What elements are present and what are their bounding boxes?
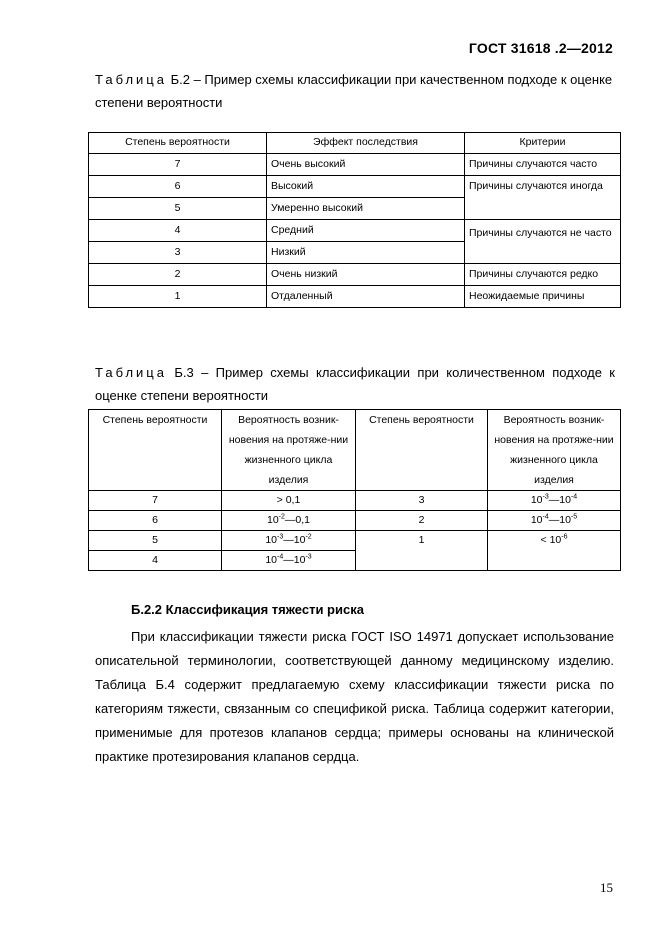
cell-degree: 5 — [89, 531, 222, 551]
header-degree: Степень вероятности — [356, 410, 488, 491]
cell-criteria: Причины случаются не часто — [465, 220, 621, 264]
cell-probability: $10^{-3}—10^{-2}$ — [222, 531, 356, 551]
header-degree: Степень вероятности — [89, 133, 267, 154]
cell-effect: Низкий — [267, 242, 465, 264]
caption-label: Таблица — [95, 365, 167, 380]
cell-effect: Умеренно высокий — [267, 198, 465, 220]
cell-degree: 6 — [89, 511, 222, 531]
table-row — [89, 154, 621, 176]
caption-text: Б.3 – Пример схемы классификации при количественном подходе к оценке степени вероятности — [95, 365, 615, 403]
table-b2-caption — [95, 68, 615, 114]
header-effect: Эффект последствия — [267, 133, 465, 154]
cell-degree: 3 — [89, 242, 267, 264]
cell-degree: 4 — [89, 220, 267, 242]
cell-probability: > 0,1 — [222, 491, 356, 511]
cell-criteria: Неожидаемые причины — [465, 286, 621, 308]
caption-text: Б.2 – Пример схемы классификации при качественном подходе к оценке степени вероятности — [95, 72, 613, 110]
header-degree: Степень вероятности — [89, 410, 222, 491]
header-criteria: Критерии — [465, 133, 621, 154]
cell-criteria: Причины случаются часто — [465, 154, 621, 176]
cell-effect: Очень низкий — [267, 264, 465, 286]
cell-degree: 3 — [356, 491, 488, 511]
cell-degree: 1 — [89, 286, 267, 308]
cell-degree: 7 — [89, 154, 267, 176]
cell-degree: 5 — [89, 198, 267, 220]
cell-degree: 4 — [89, 551, 222, 571]
table-header-row — [89, 133, 621, 154]
cell-degree: 6 — [89, 176, 267, 198]
cell-degree: 2 — [89, 264, 267, 286]
cell-probability: < $10^{-6}$ — [488, 531, 621, 571]
caption-label: Таблица — [95, 72, 167, 87]
table-row — [89, 264, 621, 286]
table-row — [89, 176, 621, 198]
cell-effect: Высокий — [267, 176, 465, 198]
section-title: Б.2.2 Классификация тяжести риска — [131, 602, 364, 617]
cell-probability: $10^{-4}—10^{-5}$ — [488, 511, 621, 531]
table-row — [89, 531, 621, 551]
cell-probability: $10^{-3}—10^{-4}$ — [488, 491, 621, 511]
cell-probability: $10^{-2}—0,1$ — [222, 511, 356, 531]
paragraph-text: При классификации тяжести риска ГОСТ ISO 14971 допускает использование описательной терминологии, соответствующей данному медицинскому изделию. Таблица Б.4 содержит предлагаемую схему классификации тяжести риска по категориям тяжести, связанным со спецификой риска. Таблица содержит категории, применимые для протезов клапанов сердца; примеры основаны на клинической практике протезирования клапанов сердца. — [95, 629, 614, 764]
cell-probability: $10^{-4}—10^{-3}$ — [222, 551, 356, 571]
cell-effect: Отдаленный — [267, 286, 465, 308]
table-row — [89, 220, 621, 242]
cell-degree: 1 — [356, 531, 488, 571]
cell-effect: Очень высокий — [267, 154, 465, 176]
table-b2 — [88, 132, 621, 308]
header-probability: Вероятность возник-новения на протяже-нии жизненного цикла изделия — [488, 410, 621, 491]
table-b3 — [88, 409, 621, 571]
table-row — [89, 286, 621, 308]
cell-effect: Средний — [267, 220, 465, 242]
document-header: ГОСТ 31618 .2—2012 — [468, 40, 613, 56]
cell-criteria: Причины случаются редко — [465, 264, 621, 286]
section-paragraph — [95, 625, 614, 769]
cell-criteria: Причины случаются иногда — [465, 176, 621, 220]
table-row — [89, 511, 621, 531]
cell-degree: 7 — [89, 491, 222, 511]
table-header-row — [89, 410, 621, 491]
page-number: 15 — [600, 880, 613, 895]
table-b3-caption — [95, 361, 615, 407]
header-probability: Вероятность возник-новения на протяже-нии жизненного цикла изделия — [222, 410, 356, 491]
table-row — [89, 491, 621, 511]
cell-degree: 2 — [356, 511, 488, 531]
